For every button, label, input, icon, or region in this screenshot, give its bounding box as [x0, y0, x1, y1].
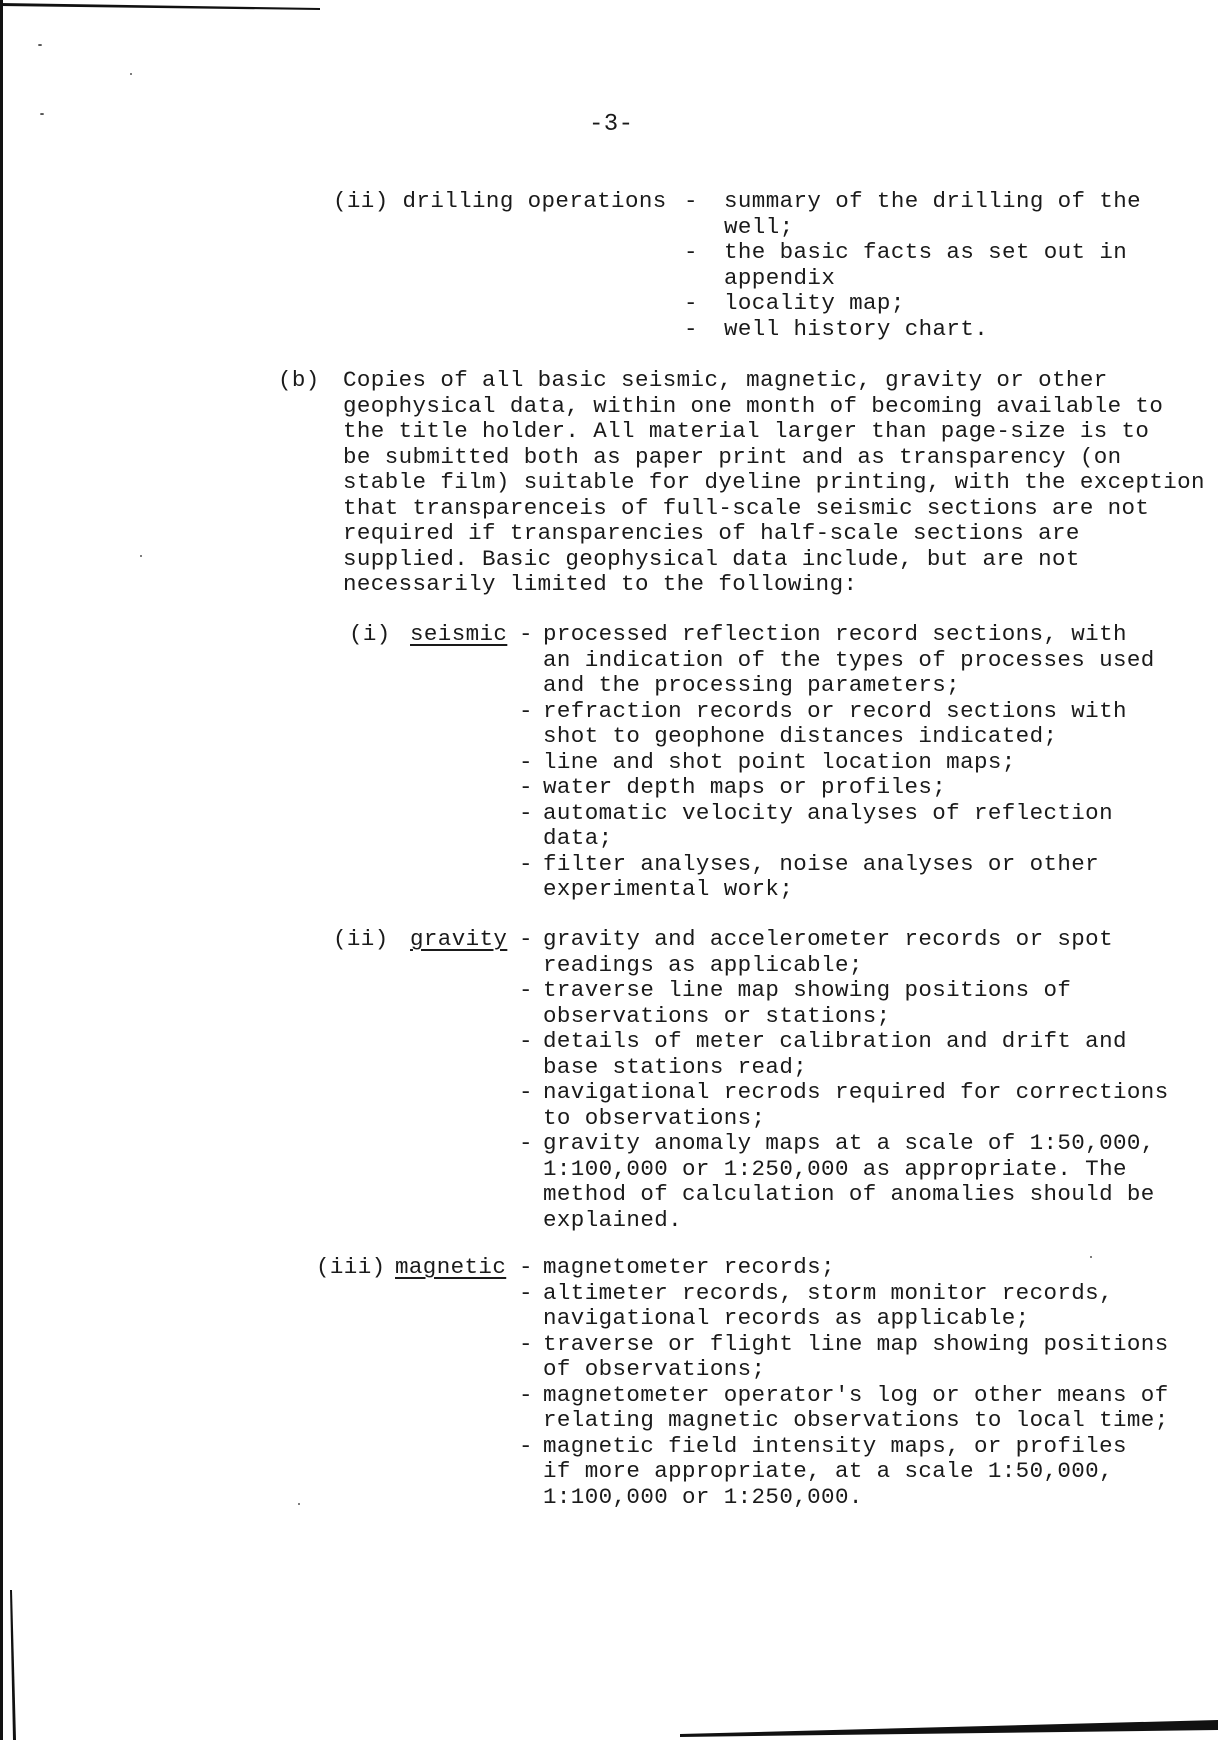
- seismic-heading: seismic: [410, 621, 508, 647]
- list-item-line: well;: [724, 213, 794, 240]
- scan-speck: [40, 113, 44, 115]
- bullet-dash: -: [519, 774, 533, 800]
- list-item-line: readings as applicable;: [543, 951, 863, 978]
- list-item-line: magnetic field intensity maps, or profiles: [543, 1432, 1127, 1459]
- paragraph-line: geophysical data, within one month of becoming available to: [343, 392, 1164, 419]
- list-item-line: shot to geophone distances indicated;: [543, 723, 1058, 749]
- scan-edge-bottom: [680, 1700, 1218, 1740]
- drilling-operations-label: (ii) drilling operations: [333, 188, 667, 214]
- seismic-numeral: (i): [349, 621, 391, 647]
- gravity-heading: gravity: [410, 926, 508, 952]
- bullet-dash: -: [519, 1381, 533, 1408]
- bullet-dash: -: [519, 1028, 533, 1054]
- list-item-line: relating magnetic observations to local time;: [543, 1407, 1169, 1433]
- list-item-line: explained.: [543, 1206, 683, 1233]
- list-item-line: base stations read;: [543, 1053, 808, 1080]
- magnetic-heading: magnetic: [395, 1254, 507, 1280]
- bullet-dash: -: [519, 1254, 533, 1280]
- bullet-dash: -: [684, 239, 698, 265]
- scan-speck: [130, 73, 132, 75]
- list-item-line: refraction records or record sections with: [543, 697, 1127, 724]
- scan-edge-left: [0, 0, 18, 1740]
- bullet-dash: -: [519, 748, 533, 775]
- list-item-line: navigational recrods required for corrections: [543, 1079, 1169, 1105]
- bullet-dash: -: [519, 977, 533, 1003]
- list-item-line: well history chart.: [724, 315, 989, 342]
- list-item-line: filter analyses, noise analyses or other: [543, 850, 1100, 877]
- list-item-line: an indication of the types of processes used: [543, 646, 1155, 673]
- scan-speck: [298, 1503, 300, 1505]
- paragraph-line: be submitted both as paper print and as transparency (on: [343, 443, 1122, 470]
- paragraph-line: stable film) suitable for dyeline printing, with the exception: [343, 469, 1205, 495]
- paragraph-line: required if transparencies of half-scale sections are: [343, 520, 1080, 546]
- bullet-dash: -: [519, 1079, 533, 1105]
- list-item-line: traverse line map showing positions of: [543, 977, 1072, 1003]
- paragraph-line: the title holder. All material larger than page-size is to: [343, 418, 1150, 444]
- list-item-line: and the processing parameters;: [543, 672, 961, 698]
- bullet-dash: -: [519, 926, 533, 952]
- list-item-line: summary of the drilling of the: [724, 188, 1142, 214]
- paragraph-line: that transparenceis of full-scale seismic sections are not: [343, 494, 1150, 521]
- bullet-dash: -: [519, 1330, 533, 1357]
- bullet-dash: -: [519, 697, 533, 724]
- list-item-line: 1:100,000 or 1:250,000.: [543, 1483, 863, 1510]
- list-item-line: altimeter records, storm monitor records,: [543, 1279, 1113, 1306]
- list-item-line: if more appropriate, at a scale 1:50,000,: [543, 1458, 1113, 1484]
- scan-edge-top: [0, 0, 320, 12]
- list-item-line: the basic facts as set out in: [724, 239, 1128, 265]
- list-item-line: gravity and accelerometer records or spot: [543, 926, 1113, 952]
- bullet-dash: -: [519, 799, 533, 826]
- list-item-line: to observations;: [543, 1104, 766, 1131]
- list-item-line: appendix: [724, 264, 836, 291]
- list-item-line: observations or stations;: [543, 1002, 891, 1029]
- page-number: -3-: [589, 111, 634, 138]
- section-b-label: (b): [278, 367, 320, 393]
- list-item-line: of observations;: [543, 1356, 766, 1382]
- list-item-line: processed reflection record sections, with: [543, 621, 1127, 647]
- scan-speck: [38, 44, 42, 46]
- list-item-line: method of calculation of anomalies should be: [543, 1181, 1155, 1207]
- list-item-line: data;: [543, 825, 613, 851]
- bullet-dash: -: [519, 1130, 533, 1156]
- list-item-line: experimental work;: [543, 876, 794, 902]
- list-item-line: locality map;: [724, 290, 905, 316]
- gravity-numeral: (ii): [333, 926, 389, 952]
- list-item-line: 1:100,000 or 1:250,000 as appropriate. The: [543, 1155, 1127, 1182]
- scan-speck: [140, 555, 142, 557]
- paragraph-line: supplied. Basic geophysical data include, but are not: [343, 545, 1080, 572]
- list-item-line: gravity anomaly maps at a scale of 1:50,000,: [543, 1130, 1155, 1156]
- scan-speck: [1090, 1256, 1092, 1258]
- list-item-line: magnetometer records;: [543, 1254, 835, 1280]
- magnetic-numeral: (iii): [316, 1254, 386, 1280]
- bullet-dash: -: [519, 1279, 533, 1306]
- list-item-line: details of meter calibration and drift and: [543, 1028, 1127, 1054]
- bullet-dash: -: [684, 188, 698, 214]
- bullet-dash: -: [684, 315, 698, 342]
- paragraph-line: Copies of all basic seismic, magnetic, gravity or other: [343, 367, 1108, 393]
- paragraph-line: necessarily limited to the following:: [343, 571, 858, 597]
- bullet-dash: -: [519, 850, 533, 877]
- list-item-line: navigational records as applicable;: [543, 1305, 1030, 1331]
- list-item-line: magnetometer operator's log or other means of: [543, 1381, 1169, 1408]
- list-item-line: line and shot point location maps;: [543, 748, 1016, 775]
- list-item-line: traverse or flight line map showing positions: [543, 1330, 1169, 1357]
- bullet-dash: -: [519, 621, 533, 647]
- list-item-line: water depth maps or profiles;: [543, 774, 947, 800]
- list-item-line: automatic velocity analyses of reflection: [543, 799, 1113, 826]
- bullet-dash: -: [684, 290, 698, 316]
- bullet-dash: -: [519, 1432, 533, 1459]
